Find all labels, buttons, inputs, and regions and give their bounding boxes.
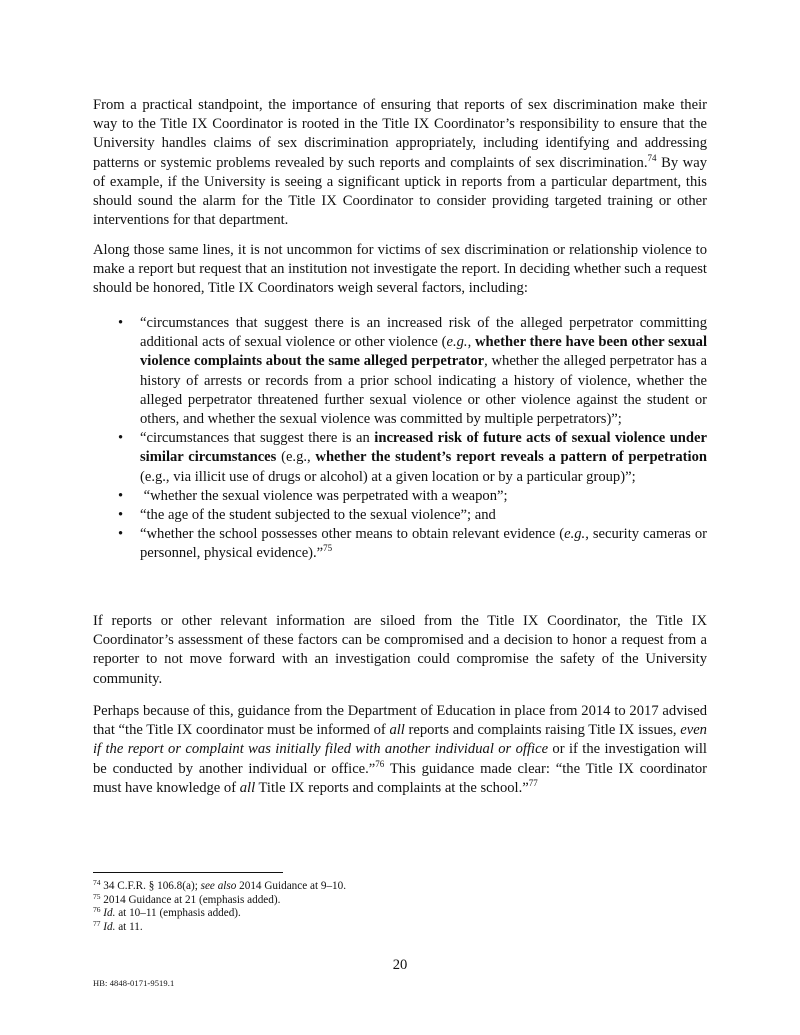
paragraph-text: or if the investigation will be conducted by another individual or office.” [93, 741, 707, 777]
bullet-text: (e.g., via illicit use of drugs or alcohol) at a given location or by a particular group)”; [140, 468, 636, 485]
paragraph-siloed-reports [93, 612, 707, 689]
footnote-text: 2014 Guidance at 21 (emphasis added). [100, 893, 281, 906]
footnote-ref-74[interactable]: 74 [647, 152, 657, 163]
bullet-item-age [93, 506, 707, 525]
paragraph-text: Title IX reports and complaints at the school.” [255, 779, 529, 796]
bold-text: whether there have been other sexual violence complaints about the same alleged perpetrator [140, 334, 708, 370]
bold-text: increased risk of future acts of sexual violence under similar circumstances [140, 430, 707, 466]
footnote-ref-77[interactable]: 77 [528, 777, 538, 788]
bullet-item-weapon [93, 487, 707, 506]
italic-text: Id. [103, 907, 116, 920]
bullet-item-future-acts [93, 429, 707, 487]
paragraph-department-guidance [93, 702, 707, 798]
italic-text: all [389, 722, 405, 739]
paragraph-text: By way of example, if the University is seeing a significant uptick in reports from a particular department, this should sound the alarm for the Title IX Coordinator to consider providing targeted training or other interventions for that department. [93, 154, 707, 229]
bold-text: whether the student’s report reveals a pattern of perpetration [315, 449, 707, 466]
footnote-text: 2014 Guidance at 9–10. [236, 880, 347, 892]
paragraph-text: If reports or other relevant information are siloed from the Title IX Coordinator, the Title IX Coordinator’s assessment of these factors can be compromised and a decision to honor a request from a reporter to not move forward with an investigation could compromise the safety of the University community. [93, 613, 707, 687]
bullet-icon: • [118, 507, 124, 524]
italic-text: e.g. [446, 334, 468, 351]
bullet-text: “circumstances that suggest there is an [140, 430, 375, 447]
paragraph-text: Perhaps because of this, guidance from the Department of Education in place from 2014 to 2017 advised that “the Title IX coordinator must be informed of [93, 703, 707, 739]
footnote-ref-75[interactable]: 75 [323, 543, 333, 554]
footnote-text: 34 C.F.R. § 106.8(a); [100, 880, 201, 892]
italic-text: Id. [103, 920, 116, 933]
bullet-text: “circumstances that suggest there is an increased risk of the alleged perpetrator committing additional acts of sexual violence or other violence ( [140, 315, 707, 351]
italic-text: see also [200, 880, 237, 892]
paragraph-practical-standpoint [93, 96, 707, 230]
footnote-74 [93, 880, 707, 894]
paragraph-text: Along those same lines, it is not uncommon for victims of sex discrimination or relationship violence to make a report but request that an institution not investigate the report. In deciding whether such a request should be honored, Title IX Coordinators weigh several factors, including: [93, 242, 707, 297]
footnote-number: 74 [93, 878, 101, 887]
footnote-number: 77 [93, 918, 101, 928]
bullet-text: , whether the alleged perpetrator has a history of arrests or records from a prior school indicating a history of violence, whether the alleged perpetrator threatened further sexual violence or other violence against the student or others, and whether the sexual violence was committed by multiple perpetrators)”; [140, 353, 707, 428]
bullet-text: (e.g., [276, 449, 316, 466]
bullet-icon: • [118, 430, 124, 447]
italic-text: even if the report or complaint was initially filed with another individual or office [93, 722, 707, 758]
footnote-76 [93, 907, 707, 921]
paragraph-text: reports and complaints raising Title IX issues, [404, 722, 681, 739]
footnote-text: at 10–11 (emphasis added). [115, 907, 241, 920]
footnote-text: at 11. [115, 920, 143, 933]
italic-text: e.g. [564, 526, 586, 543]
bullet-item-other-evidence [93, 525, 707, 563]
bullet-icon: • [118, 315, 124, 331]
bullet-icon: • [118, 526, 124, 543]
footnote-divider [93, 872, 283, 873]
factors-bullet-list [93, 314, 707, 564]
bullet-text: “the age of the student subjected to the sexual violence”; and [140, 507, 496, 524]
footnote-number: 75 [93, 891, 101, 901]
footnote-number: 76 [93, 905, 101, 915]
bullet-text: , security cameras or personnel, physical evidence).” [140, 526, 707, 562]
italic-text: all [239, 779, 256, 796]
bullet-item-increased-risk-perpetrator [93, 314, 707, 429]
document-id: HB: 4848-0171-9519.1 [93, 978, 175, 988]
footnote-75 [93, 891, 707, 908]
page-number: 20 [392, 957, 408, 973]
bullet-text: “whether the sexual violence was perpetrated with a weapon”; [140, 487, 508, 504]
footnote-ref-76[interactable]: 76 [375, 758, 385, 769]
paragraph-text: This guidance made clear: “the Title IX coordinator must have knowledge of [93, 760, 707, 796]
bullet-icon: • [118, 487, 124, 504]
bullet-text: “whether the school possesses other means to obtain relevant evidence ( [140, 526, 565, 543]
paragraph-text: From a practical standpoint, the importance of ensuring that reports of sex discrimination make their way to the Title IX Coordinator is rooted in the Title IX Coordinator’s responsibility to ensure that the University handles claims of sex discrimination appropriately, including identifying and addressing patterns or systemic problems revealed by such reports and complaints of sex discrimination. [93, 97, 707, 171]
footnote-77 [93, 918, 707, 935]
bullet-text: , [467, 334, 475, 351]
footnotes [93, 880, 707, 934]
paragraph-along-those-lines [93, 241, 707, 299]
